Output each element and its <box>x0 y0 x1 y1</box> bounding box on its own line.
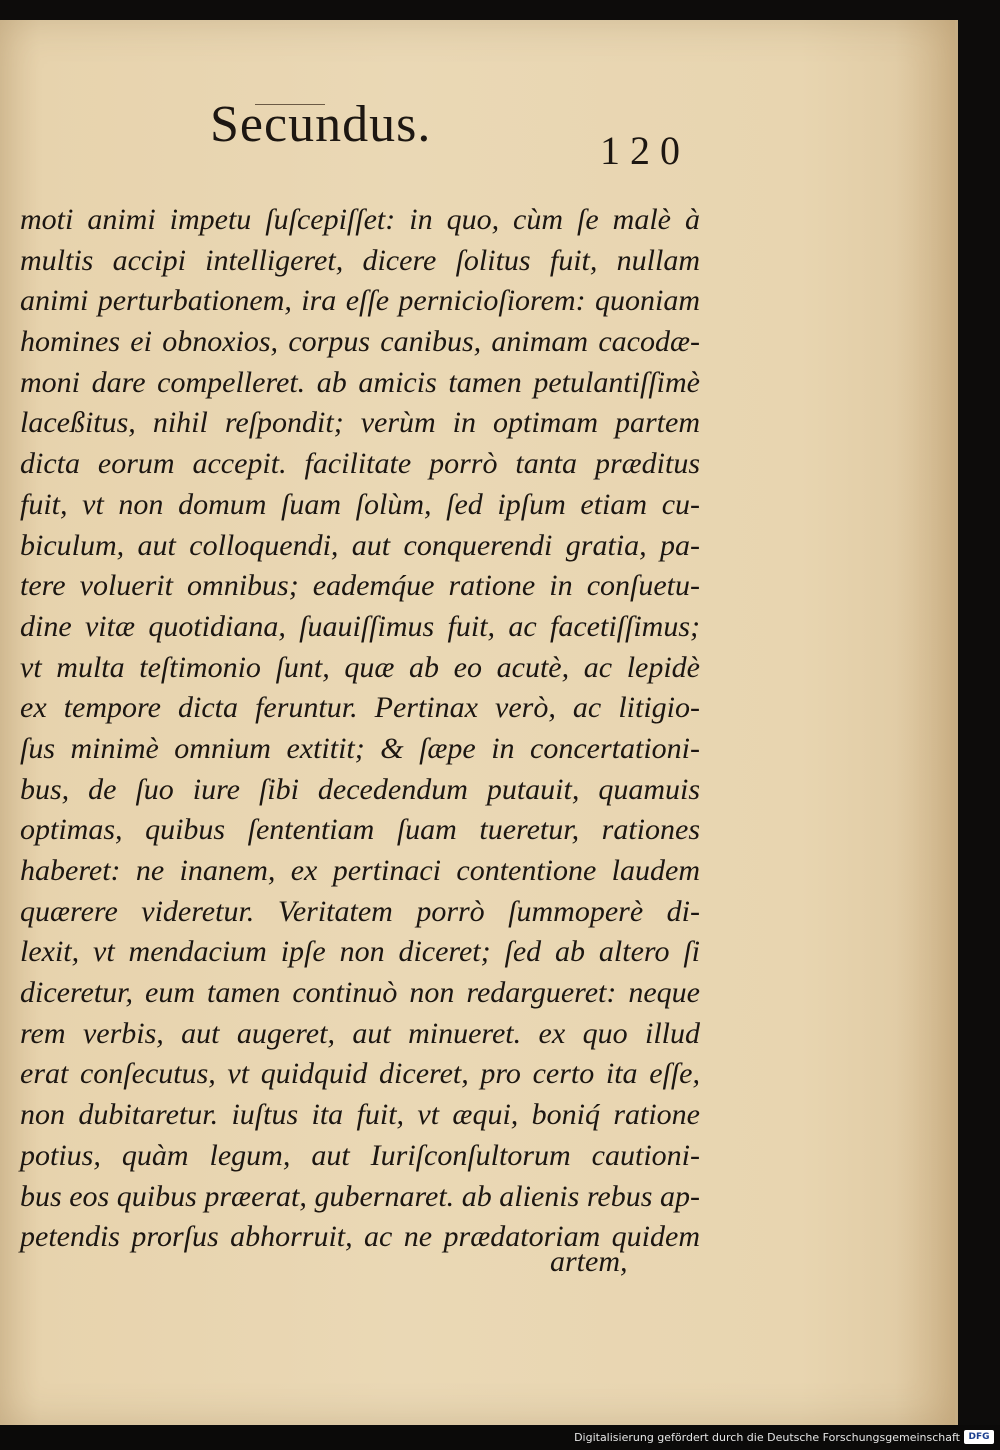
digitization-footer <box>0 1425 1000 1450</box>
funding-credit: Digitalisierung gefördert durch die Deutsche Forschungsgemeinschaft <box>574 1431 960 1444</box>
text-line: optimas, quibus ſententiam ſuam tueretur, rationes <box>20 813 700 847</box>
text-line: non dubitaretur. iuſtus ita fuit, vt æqui, boniq́ ratione <box>20 1098 700 1132</box>
text-line: potius, quàm legum, aut Iuriſconſultorum cautioni- <box>20 1138 700 1172</box>
dfg-logo-icon: DFG <box>964 1430 994 1444</box>
text-line: lexit, vt mendacium ipſe non diceret; ſed ab altero ſi <box>20 935 700 969</box>
text-line: moni dare compelleret. ab amicis tamen petulantiſſimè <box>20 365 700 399</box>
text-line: bus eos quibus præerat, gubernaret. ab alienis rebus ap- <box>20 1179 700 1213</box>
text-line: bus, de ſuo iure ſibi decedendum putauit, quamuis <box>20 772 700 806</box>
text-line: biculum, aut colloquendi, aut conquerendi gratia, pa- <box>20 528 700 562</box>
text-line: tere voluerit omnibus; eademq́ue ratione in conſuetu- <box>20 569 700 603</box>
text-line: dine vitæ quotidiana, ſuauiſſimus fuit, ac facetiſſimus; <box>20 609 700 643</box>
text-line: laceßitus, nihil reſpondit; verùm in optimam partem <box>20 406 700 440</box>
text-line: vt multa teſtimonio ſunt, quæ ab eo acutè, ac lepidè <box>20 650 700 684</box>
text-line: ſus minimè omnium extitit; & ſæpe in concertationi- <box>20 731 700 765</box>
page-number: 120 <box>600 128 690 173</box>
body-text <box>20 200 700 1258</box>
text-line: ex tempore dicta feruntur. Pertinax verò, ac litigio- <box>20 691 700 725</box>
text-line: erat conſecutus, vt quidquid diceret, pro certo ita eſſe, <box>20 1057 700 1091</box>
text-line: petendis prorſus abhorruit, ac ne prædatoriam quidem <box>20 1220 700 1254</box>
text-line: diceretur, eum tamen continuò non redargueret: neque <box>20 976 700 1010</box>
book-page <box>0 20 958 1425</box>
page-edge-stain <box>895 20 955 1425</box>
text-line: moti animi impetu ſuſcepiſſet: in quo, cùm ſe malè à <box>20 203 700 236</box>
text-line: homines ei obnoxios, corpus canibus, animam cacodæ- <box>20 325 700 359</box>
text-line: animi perturbationem, ira eſſe pernicioſiorem: quoniam <box>20 284 700 318</box>
text-line: haberet: ne inanem, ex pertinaci contentione laudem <box>20 854 700 887</box>
text-line: multis accipi intelligeret, dicere ſolitus fuit, nullam <box>20 243 700 277</box>
text-line: rem verbis, aut augeret, aut minueret. ex quo illud <box>20 1016 700 1050</box>
running-head: Secundus. <box>210 96 432 153</box>
text-line: fuit, vt non domum ſuam ſolùm, ſed ipſum etiam cu- <box>20 487 700 521</box>
text-line: quærere videretur. Veritatem porrò ſummoperè di- <box>20 894 700 928</box>
text-line: dicta eorum accepit. facilitate porrò tanta præditus <box>20 447 700 481</box>
catchword: artem, <box>550 1245 628 1278</box>
